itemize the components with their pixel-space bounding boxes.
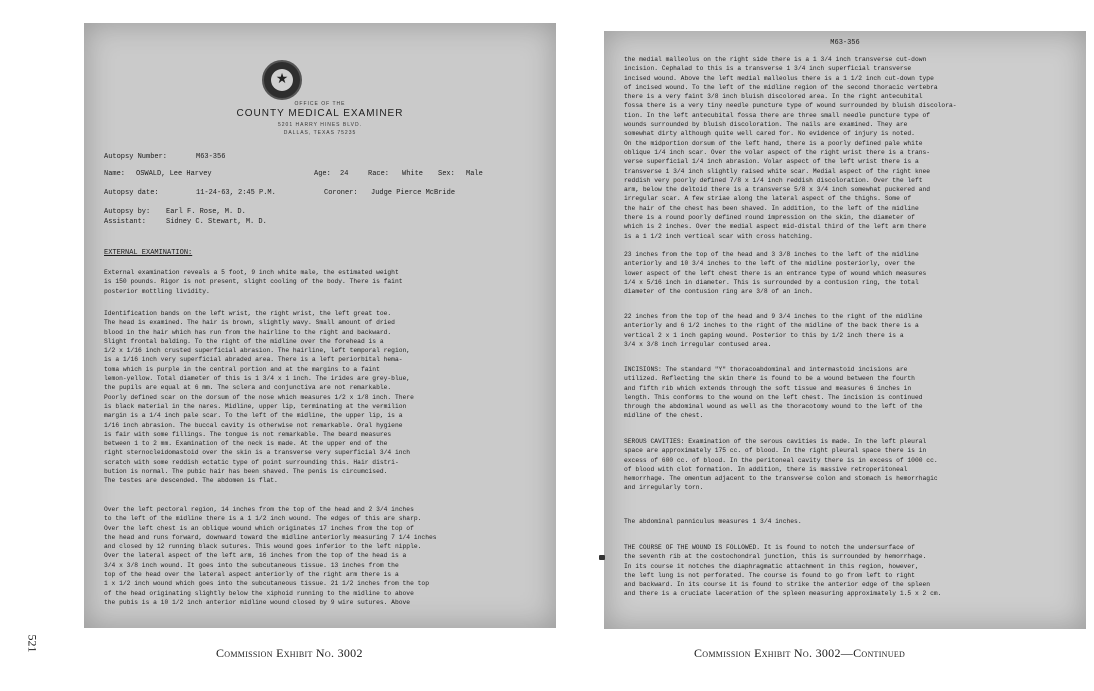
right-paragraph-wound-course <box>624 543 1074 599</box>
text-line: diameter of the contusion ring are 3/8 of an inch. <box>624 288 813 296</box>
sex-value: Male <box>466 170 483 178</box>
text-line: midline of the chest. <box>624 412 704 420</box>
text-line: of incised wound. To the left of the midline region of the second thoracic vertebra <box>624 83 938 91</box>
text-line: of the head originating slightly below the xiphoid running to the midline to above <box>104 589 414 597</box>
text-line: bution is normal. The pubic hair has been shaved. The penis is circumcised. <box>104 468 388 476</box>
county-seal-icon: ★ <box>262 60 302 100</box>
page-number: 521 <box>25 634 40 653</box>
text-line: fossa there is a very tiny needle puncture type of wound surrounded by bluish discolora- <box>624 102 957 110</box>
text-line: of blood with clot formation. In addition, there is massive retroperitoneal <box>624 465 908 473</box>
text-line: External examination reveals a 5 foot, 9 inch white male, the estimated weight <box>104 269 399 276</box>
age-value: 24 <box>340 170 349 178</box>
external-examination-heading: EXTERNAL EXAMINATION: <box>104 249 193 257</box>
text-line: oblique 1/4 inch scar. Over the volar aspect of the right wrist there is a trans- <box>624 148 931 156</box>
left-caption: Commission Exhibit No. 3002 <box>216 646 363 660</box>
text-line: lower aspect of the left chest there is an entrance type of wound which measures <box>624 269 927 277</box>
text-line: right sternocleidomastoid over the skin is a transverse very superficial 3/4 inch <box>104 449 411 457</box>
right-paragraph-panniculus <box>624 517 1074 526</box>
text-line: On the midportion dorsum of the left hand, there is a poorly defined pale white <box>624 139 923 147</box>
text-line: Over the left chest is an oblique wound which originates 17 inches from the top of <box>104 524 414 532</box>
text-line: SEROUS CAVITIES: Examination of the serous cavities is made. In the left pleural <box>624 438 927 445</box>
text-line: the left lung is not perforated. The course is found to go from left to right <box>624 571 915 579</box>
text-line: utilized. Reflecting the skin there is found to be a wound between the fourth <box>624 375 915 383</box>
text-line: through the abdominal wound as well as the thoracotomy wound to the left of the <box>624 403 923 411</box>
assistant-label: Assistant: <box>104 218 147 226</box>
text-line: irregular scar. A few striae along the lateral aspect of the thighs. Some of <box>624 195 912 203</box>
text-line: incision. Cephalad to this is a transverse 1 3/4 inch superficial transverse <box>624 65 912 73</box>
coroner-label: Coroner: <box>324 189 358 197</box>
text-line: The testes are descended. The abdomen is flat. <box>104 477 278 485</box>
text-line: blood in the hair which has run from the hairline to the right and backward. <box>104 328 392 336</box>
text-line: reddish very poorly defined 7/8 x 1/4 inch reddish discoloration. Over the left <box>624 176 923 184</box>
text-line: and fifth rib which extends through the soft tissue and measures 6 inches in <box>624 384 912 392</box>
right-caption: Commission Exhibit No. 3002—Continued <box>694 646 906 660</box>
text-line: scratch with some reddish ectatic type of point surrounding this. Hair distri- <box>104 458 399 466</box>
text-line: vertical 2 x 1 inch gaping wound. Posterior to this by 1/2 inch there is a <box>624 331 904 339</box>
left-paragraph-1 <box>104 268 544 296</box>
text-line: is a 1 1/2 inch vertical scar with cross hatching. <box>624 232 813 240</box>
text-line: the hair of the chest has been shaved. In addition, to the left of the midline <box>624 204 919 212</box>
autopsy-number-label: Autopsy Number: <box>104 153 168 161</box>
text-line: there is a very faint 3/8 inch bluish discolored area. In the right antecubital <box>624 93 923 101</box>
autopsy-by: Earl F. Rose, M. D. <box>166 208 246 216</box>
text-line: The head is examined. The hair is brown, slightly wavy. Small amount of dried <box>104 319 395 327</box>
age-label: Age: <box>314 170 331 178</box>
text-line: anteriorly and 6 1/2 inches to the right of the midline of the back there is a <box>624 322 919 330</box>
right-paragraph-2 <box>624 250 1074 296</box>
text-line: 1/16 inch abrasion. The buccal cavity is otherwise not remarkable. Oral hygiene <box>104 421 403 429</box>
text-line: is fair with some fillings. The tongue is not remarkable. The beard measures <box>104 430 392 438</box>
text-line: and irregularly torn. <box>624 484 704 492</box>
text-line: the pubis is a 10 1/2 inch anterior midline wound closed by 9 wire sutures. Above <box>104 598 411 606</box>
text-line: space are approximately 175 cc. of blood. In the right pleural space there is in <box>624 447 927 455</box>
text-line: is black material in the nares. Midline, upper lip, terminating at the vermilion <box>104 402 407 410</box>
text-line: incised wound. Above the left medial malleolus there is a 1 1/2 inch cut-down type <box>624 74 934 82</box>
binding-mark <box>599 555 605 560</box>
text-line: Identification bands on the left wrist, the right wrist, the left great toe. <box>104 310 392 317</box>
text-line: 3/4 x 3/8 inch wound. It goes into the subcutaneous tissue. 13 inches from the <box>104 561 399 569</box>
race-value: White <box>402 170 424 178</box>
text-line: the pupils are equal at 6 mm. The sclera and conjunctiva are not remarkable. <box>104 384 392 392</box>
text-line: verse superficial 1/4 inch abrasion. Volar aspect of the left wrist there is a <box>624 158 919 166</box>
text-line: Slight frontal balding. To the right of the midline over the forehead is a <box>104 337 384 345</box>
text-line: In its course it notches the diaphragmatic attachment in this region, however, <box>624 562 919 570</box>
text-line: The abdominal panniculus measures 1 3/4 inches. <box>624 518 802 525</box>
text-line: and closed by 12 running black sutures. This wound goes inferior to the left nipple. <box>104 543 422 551</box>
text-line: and backward. In its course it is found to strike the anterior edge of the spleen <box>624 581 931 589</box>
text-line: margin is a 1/4 inch pale scar. To the left of the midline, the upper lip, is a <box>104 412 403 420</box>
text-line: to the left of the midline there is a 1 1/2 inch wound. The edges of this are sharp. <box>104 515 422 523</box>
sex-label: Sex: <box>438 170 455 178</box>
text-line: 1/2 x 1/16 inch crusted superficial abrasion. The hairline, left temporal region, <box>104 347 411 355</box>
text-line: 3/4 x 3/8 inch irregular contused area. <box>624 340 772 348</box>
text-line: there is a round poorly defined round impression on the skin, the diameter of <box>624 214 915 222</box>
text-line: lemon-yellow. Total diameter of this is 1 3/4 x 1 inch. The irides are grey-blue, <box>104 375 411 383</box>
coroner-value: Judge Pierce McBride <box>371 189 456 197</box>
text-line: somewhat dirty although quite well cared for. No evidence of injury is noted. <box>624 130 915 138</box>
text-line: tion. In the left antecubital fossa there are three small needle puncture type of <box>624 111 931 119</box>
text-line: THE COURSE OF THE WOUND IS FOLLOWED. It is found to notch the undersurface of <box>624 544 915 551</box>
text-line: 23 inches from the top of the head and 3 3/8 inches to the left of the midline <box>624 251 919 258</box>
text-line: hemorrhage. The omentum adjacent to the transverse colon and stomach is hemorrhagic <box>624 475 938 483</box>
autopsy-by-label: Autopsy by: <box>104 208 151 216</box>
text-line: anteriorly and 10 3/4 inches to the left of the midline posteriorly, over the <box>624 260 915 268</box>
letterhead-city: DALLAS, TEXAS 75235 <box>283 130 357 136</box>
text-line: 1 x 1/2 inch wound which goes into the subcutaneous tissue. 21 1/2 inches from the top <box>104 580 429 588</box>
text-line: top of the head over the lateral aspect anteriorly of the right arm there is a <box>104 571 399 579</box>
right-paragraph-1 <box>624 55 1074 241</box>
text-line: length. This conforms to the wound on the left chest. The incision is continued <box>624 393 923 401</box>
text-line: is a 1/16 inch very superficial abraded area. There is a left periorbital hema- <box>104 356 403 364</box>
autopsy-number: M63-356 <box>196 153 226 161</box>
text-line: and there is a cruciate laceration of the spleen measuring approximately 1.5 x 2 cm. <box>624 590 942 598</box>
text-line: the medial malleolus on the right side there is a 1 3/4 inch transverse cut-down <box>624 56 927 63</box>
autopsy-date-label: Autopsy date: <box>104 189 159 197</box>
name-label: Name: <box>104 170 126 178</box>
text-line: INCISIONS: The standard "Y" thoracoabdominal and intermastoid incisions are <box>624 366 908 373</box>
right-document-scan <box>604 31 1086 629</box>
right-paragraph-serous-cavities <box>624 437 1074 493</box>
text-line: the seventh rib at the costochondral junction, this is surrounded by hemorrhage. <box>624 553 927 561</box>
left-paragraph-2 <box>104 309 544 486</box>
page-header-number: M63-356 <box>830 39 860 47</box>
right-paragraph-3 <box>624 312 1074 349</box>
text-line: which is 2 inches. Over the medial aspect mid-distal third of the left arm there <box>624 223 927 231</box>
text-line: between 1 to 2 mm. Examination of the neck is made. At the upper end of the <box>104 440 388 448</box>
text-line: transverse 1 3/4 inch slightly raised white scar. Medial aspect of the right knee <box>624 167 931 175</box>
letterhead-address: 5201 HARRY HINES BLVD. <box>278 122 362 128</box>
text-line: the head and runs forward, downward toward the midline anteriorly measuring 7 1/4 inches <box>104 533 437 541</box>
text-line: Over the left pectoral region, 14 inches from the top of the head and 2 3/4 inches <box>104 506 414 513</box>
text-line: posterior mottling lividity. <box>104 287 210 295</box>
left-paragraph-3 <box>104 505 544 607</box>
text-line: arm, below the deltoid there is a transverse 5/8 x 3/4 inch somewhat puckered and <box>624 186 931 194</box>
name-value: OSWALD, Lee Harvey <box>136 170 212 178</box>
letterhead-office-of: OFFICE OF THE <box>294 101 346 107</box>
text-line: excess of 600 cc. of blood. In the peritoneal cavity there is in excess of 1000 cc. <box>624 456 938 464</box>
race-label: Race: <box>368 170 390 178</box>
text-line: Poorly defined scar on the dorsum of the nose which measures 1/2 x 1/8 inch. There <box>104 393 414 401</box>
text-line: toma which is purple in the central portion and at the margins to a faint <box>104 365 380 373</box>
right-paragraph-incisions <box>624 365 1074 421</box>
text-line: wounds surrounded by bluish discoloration. The nails are examined. They are <box>624 121 908 129</box>
left-document-scan <box>84 23 556 628</box>
text-line: is 150 pounds. Rigor is not present, slight cooling of the body. There is faint <box>104 278 403 286</box>
autopsy-date: 11-24-63, 2:45 P.M. <box>196 189 276 197</box>
text-line: 22 inches from the top of the head and 9 3/4 inches to the right of the midline <box>624 313 923 320</box>
text-line: Over the lateral aspect of the left arm, 16 inches from the top of the head is a <box>104 552 407 560</box>
text-line: 1/4 x 5/16 inch in diameter. This is surrounded by a contusion ring, the total <box>624 278 919 286</box>
assistant-value: Sidney C. Stewart, M. D. <box>166 218 267 226</box>
letterhead-title: COUNTY MEDICAL EXAMINER <box>236 108 404 119</box>
